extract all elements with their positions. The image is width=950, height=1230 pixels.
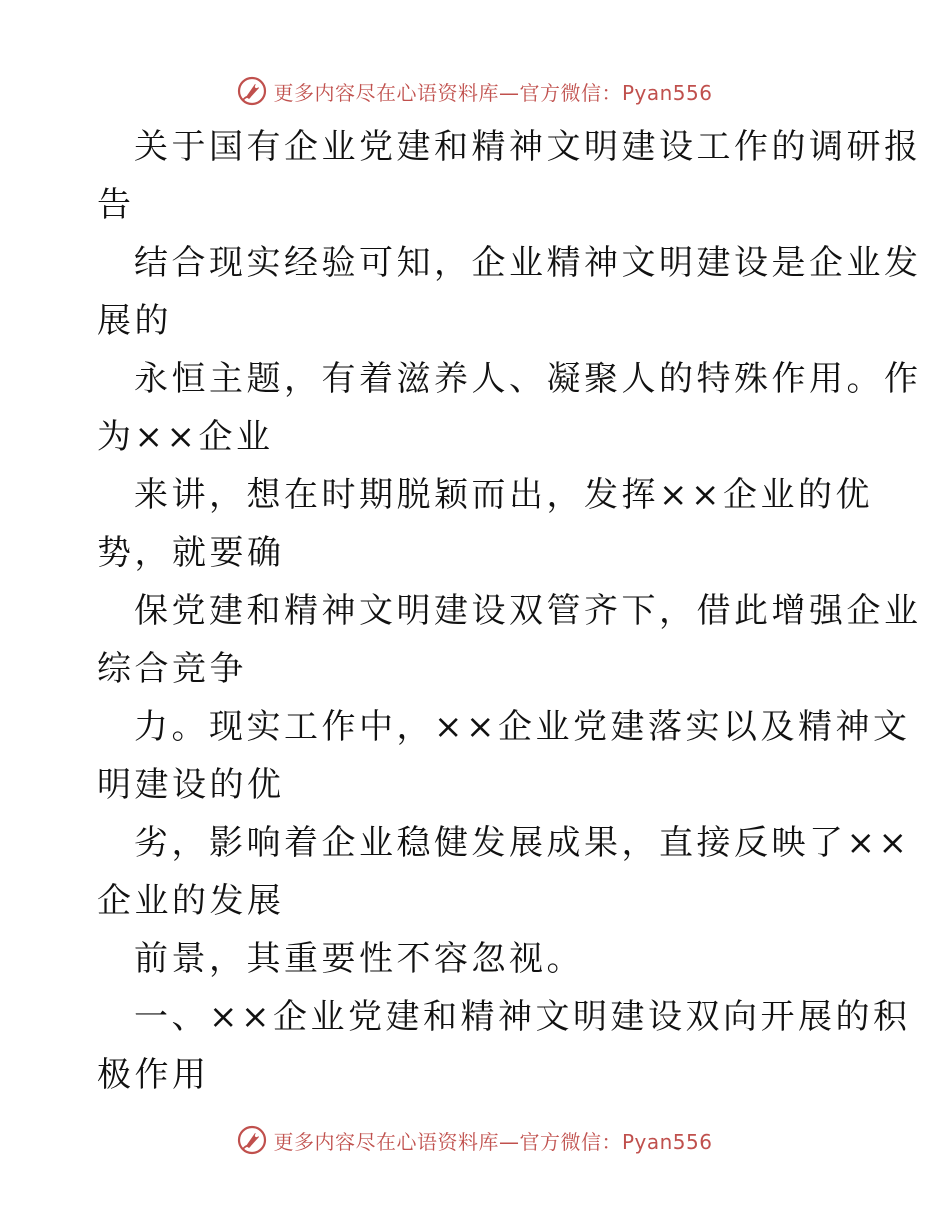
text-line: 告 bbox=[97, 185, 135, 225]
text-line: 势，就要确 bbox=[97, 533, 285, 573]
text-line: 一、××企业党建和精神文明建设双向开展的积 bbox=[134, 997, 911, 1037]
text-line: 来讲，想在时期脱颖而出，发挥××企业的优 bbox=[134, 475, 873, 515]
text-line: 展的 bbox=[97, 301, 172, 341]
text-line: 极作用 bbox=[97, 1055, 210, 1095]
text-line: 力。现实工作中，××企业党建落实以及精神文 bbox=[134, 707, 911, 747]
text-line: 前景，其重要性不容忽视。 bbox=[134, 939, 584, 979]
text-line: 劣，影响着企业稳健发展成果，直接反映了×× bbox=[134, 823, 911, 863]
pen-nib-logo-icon bbox=[237, 76, 267, 106]
document-body bbox=[97, 118, 922, 1104]
text-line: 结合现实经验可知，企业精神文明建设是企业发 bbox=[134, 243, 922, 283]
watermark-header bbox=[0, 71, 950, 111]
text-line: 企业的发展 bbox=[97, 881, 285, 921]
watermark-footer bbox=[0, 1120, 950, 1160]
text-line: 关于国有企业党建和精神文明建设工作的调研报 bbox=[134, 127, 922, 167]
text-line: 明建设的优 bbox=[97, 765, 285, 805]
text-line: 综合竞争 bbox=[97, 649, 247, 689]
pen-nib-logo-icon bbox=[237, 1125, 267, 1155]
text-line: 为××企业 bbox=[97, 417, 274, 457]
text-line: 保党建和精神文明建设双管齐下，借此增强企业 bbox=[134, 591, 922, 631]
watermark-text: 更多内容尽在心语资料库—官方微信：Pyan556 bbox=[273, 1129, 713, 1154]
watermark-text: 更多内容尽在心语资料库—官方微信：Pyan556 bbox=[273, 80, 713, 105]
text-line: 永恒主题，有着滋养人、凝聚人的特殊作用。作 bbox=[134, 359, 922, 399]
